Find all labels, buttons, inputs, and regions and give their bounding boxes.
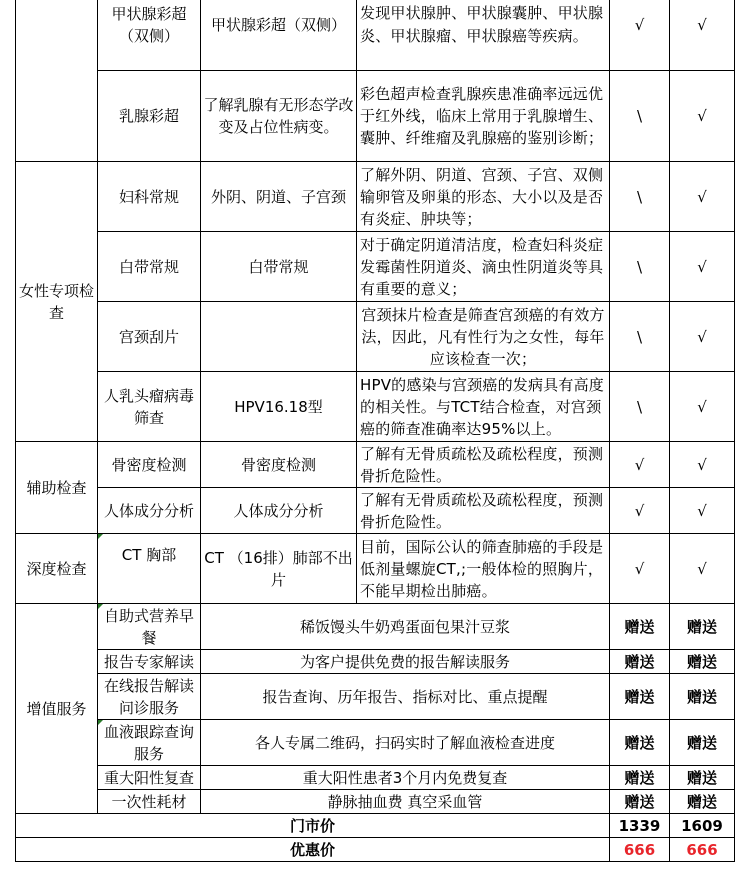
item-cell: 人乳头瘤病毒筛查 (98, 372, 201, 442)
male-mark: √ (610, 488, 670, 534)
scope-cell: 白带常规 (201, 232, 357, 302)
item-text: 血液跟踪查询服务 (103, 722, 194, 763)
desc-cell: 宫颈抹片检查是筛查宫颈癌的有效方法，因此，凡有性行为之女性，每年应该检查一次； (357, 302, 610, 372)
item-cell: 乳腺彩超 (98, 71, 201, 162)
male-gift: 赠送 (610, 604, 670, 650)
female-mark: √ (670, 372, 735, 442)
male-mark: √ (610, 534, 670, 604)
scope-cell: 了解乳腺有无形态学改变及占位性病变。 (201, 71, 357, 162)
female-gift: 赠送 (670, 720, 735, 766)
service-desc-cell: 静脉抽血费 真空采血管 (201, 790, 610, 814)
item-cell: 一次性耗材 (98, 790, 201, 814)
service-desc-cell: 为客户提供免费的报告解读服务 (201, 650, 610, 674)
item-text: 自助式营养早餐 (103, 606, 194, 647)
male-mark: √ (610, 442, 670, 488)
scope-cell: 骨密度检测 (201, 442, 357, 488)
male-gift: 赠送 (610, 766, 670, 790)
service-desc-cell: 各人专属二维码，扫码实时了解血液检查进度 (201, 720, 610, 766)
comment-marker-icon (98, 720, 103, 725)
scope-cell: 外阴、阴道、子宫颈 (201, 162, 357, 232)
comment-marker-icon (98, 604, 103, 609)
female-gift: 赠送 (670, 674, 735, 720)
store-price-female: 1609 (670, 814, 735, 838)
scope-cell (201, 302, 357, 372)
item-cell: 重大阳性复查 (98, 766, 201, 790)
scope-cell: 人体成分分析 (201, 488, 357, 534)
desc-cell: 目前，国际公认的筛查肺癌的手段是低剂量螺旋CT,;一般体检的照胸片，不能早期检出肺癌。 (357, 534, 610, 604)
category-value: 增值服务 (16, 604, 98, 814)
service-desc-cell: 稀饭馒头牛奶鸡蛋面包果汁豆浆 (201, 604, 610, 650)
female-mark: √ (670, 162, 735, 232)
male-mark: \ (610, 372, 670, 442)
item-cell (98, 720, 201, 766)
desc-cell: 了解有无骨质疏松及疏松程度，预测骨折危险性。 (357, 488, 610, 534)
female-mark: √ (670, 71, 735, 162)
comment-marker-icon (98, 534, 103, 539)
category-aux: 辅助检查 (16, 442, 98, 534)
scope-cell: CT （16排）肺部不出片 (201, 534, 357, 604)
item-text: CT 胸部 (121, 546, 177, 564)
desc-cell: HPV的感染与宫颈癌的发病具有高度的相关性。与TCT结合检查，对宫颈癌的筛查准确率达95%以上。 (357, 372, 610, 442)
item-cell: 人体成分分析 (98, 488, 201, 534)
female-mark: √ (670, 442, 735, 488)
scope-cell: HPV16.18型 (201, 372, 357, 442)
item-cell: 白带常规 (98, 232, 201, 302)
male-mark: √ (610, 0, 670, 71)
female-gift: 赠送 (670, 650, 735, 674)
male-mark: \ (610, 71, 670, 162)
item-cell: 骨密度检测 (98, 442, 201, 488)
male-mark: \ (610, 162, 670, 232)
service-desc-cell: 报告查询、历年报告、指标对比、重点提醒 (201, 674, 610, 720)
male-mark: \ (610, 302, 670, 372)
service-desc-cell: 重大阳性患者3个月内免费复查 (201, 766, 610, 790)
male-mark: \ (610, 232, 670, 302)
female-gift: 赠送 (670, 790, 735, 814)
category-cell-continued (16, 0, 98, 162)
female-gift: 赠送 (670, 766, 735, 790)
male-gift: 赠送 (610, 790, 670, 814)
checkup-package-table (15, 0, 735, 862)
item-cell (98, 604, 201, 650)
item-cell: 妇科常规 (98, 162, 201, 232)
category-deep: 深度检查 (16, 534, 98, 604)
male-gift: 赠送 (610, 674, 670, 720)
item-cell: 宫颈刮片 (98, 302, 201, 372)
store-price-label: 门市价 (16, 814, 610, 838)
female-mark: √ (670, 302, 735, 372)
promo-price-label: 优惠价 (16, 838, 610, 862)
desc-cell: 对于确定阴道清洁度，检查妇科炎症发霉菌性阴道炎、滴虫性阴道炎等具有重要的意义； (357, 232, 610, 302)
store-price-male: 1339 (610, 814, 670, 838)
item-cell: 甲状腺彩超（双侧） (98, 0, 201, 71)
female-gift: 赠送 (670, 604, 735, 650)
desc-cell: 彩色超声检查乳腺疾患准确率远远优于红外线，临床上常用于乳腺增生、囊肿、纤维瘤及乳腺癌的鉴别诊断； (357, 71, 610, 162)
male-gift: 赠送 (610, 720, 670, 766)
male-gift: 赠送 (610, 650, 670, 674)
item-cell (98, 534, 201, 604)
item-cell: 报告专家解读 (98, 650, 201, 674)
item-cell: 在线报告解读问诊服务 (98, 674, 201, 720)
female-mark: √ (670, 488, 735, 534)
category-womens: 女性专项检查 (16, 162, 98, 442)
female-mark: √ (670, 534, 735, 604)
female-mark: √ (670, 232, 735, 302)
female-mark: √ (670, 0, 735, 71)
promo-price-female: 666 (670, 838, 735, 862)
scope-cell: 甲状腺彩超（双侧） (201, 0, 357, 71)
desc-cell: 了解有无骨质疏松及疏松程度，预测骨折危险性。 (357, 442, 610, 488)
desc-cell: 发现甲状腺肿、甲状腺囊肿、甲状腺炎、甲状腺瘤、甲状腺癌等疾病。 (357, 0, 610, 71)
desc-cell: 了解外阴、阴道、宫颈、子宫、双侧输卵管及卵巢的形态、大小以及是否有炎症、肿块等； (357, 162, 610, 232)
promo-price-male: 666 (610, 838, 670, 862)
